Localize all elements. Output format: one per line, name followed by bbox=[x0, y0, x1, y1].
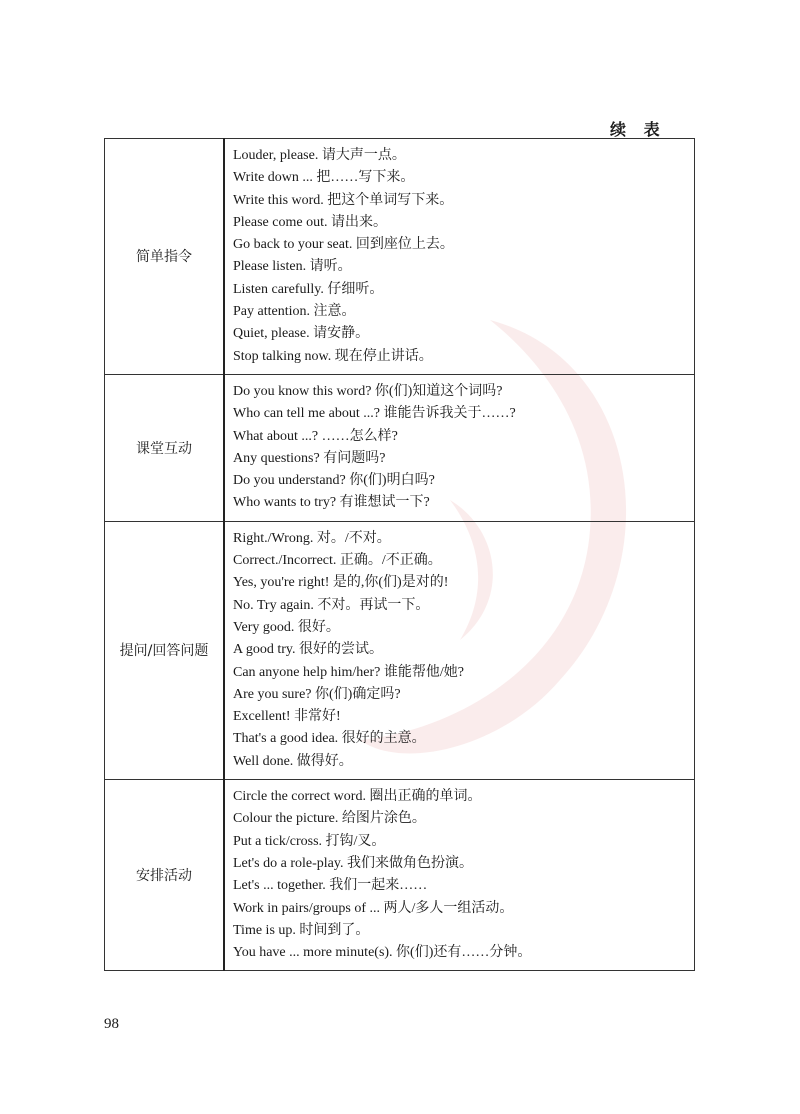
phrase-item: Colour the picture. 给图片涂色。 bbox=[233, 811, 426, 827]
phrase-item: Please come out. 请出来。 bbox=[233, 214, 387, 230]
phrase-item: Excellent! 非常好! bbox=[233, 709, 341, 725]
phrase-item: Very good. 很好。 bbox=[233, 619, 340, 635]
table-row bbox=[105, 139, 695, 375]
phrase-item: Louder, please. 请大声一点。 bbox=[233, 148, 406, 163]
phrase-item: Write down ... 把……写下来。 bbox=[233, 170, 415, 186]
category-cell: 提问/回答问题 bbox=[105, 521, 225, 779]
phrase-item: Circle the correct word. 圈出正确的单词。 bbox=[233, 789, 482, 805]
phrase-item: Please listen. 请听。 bbox=[233, 259, 352, 275]
table-row bbox=[105, 521, 695, 779]
page-number: 98 bbox=[104, 1016, 119, 1032]
phrase-list-cell bbox=[224, 374, 695, 521]
phrase-item: Listen carefully. 仔细听。 bbox=[233, 281, 384, 297]
table-row bbox=[105, 780, 695, 971]
phrase-item: Quiet, please. 请安静。 bbox=[233, 326, 370, 342]
phrase-item: Time is up. 时间到了。 bbox=[233, 922, 370, 938]
phrase-item: Let's ... together. 我们一起来…… bbox=[233, 878, 428, 894]
phrase-item: Any questions? 有问题吗? bbox=[233, 450, 386, 466]
phrase-item: Pay attention. 注意。 bbox=[233, 304, 356, 320]
phrase-list-cell bbox=[224, 780, 695, 971]
phrase-item: Do you understand? 你(们)明白吗? bbox=[233, 473, 435, 489]
phrase-item: Work in pairs/groups of ... 两人/多人一组活动。 bbox=[233, 900, 514, 916]
phrase-item: Who can tell me about ...? 谁能告诉我关于……? bbox=[233, 406, 516, 422]
phrase-item: You have ... more minute(s). 你(们)还有……分钟。 bbox=[233, 945, 532, 961]
phrase-item: Are you sure? 你(们)确定吗? bbox=[233, 686, 401, 702]
phrase-item: Correct./Incorrect. 正确。/不正确。 bbox=[233, 553, 442, 569]
phrase-item: Yes, you're right! 是的,你(们)是对的! bbox=[233, 575, 449, 591]
phrase-item: Let's do a role-play. 我们来做角色扮演。 bbox=[233, 855, 473, 871]
phrase-item: Well done. 做得好。 bbox=[233, 753, 353, 769]
phrase-item: Write this word. 把这个单词写下来。 bbox=[233, 192, 454, 208]
category-cell: 安排活动 bbox=[105, 780, 225, 971]
phrase-item: That's a good idea. 很好的主意。 bbox=[233, 731, 426, 747]
phrase-item: Do you know this word? 你(们)知道这个词吗? bbox=[233, 383, 503, 399]
phrase-list-cell bbox=[224, 521, 695, 779]
phrase-item: No. Try again. 不对。再试一下。 bbox=[233, 597, 430, 613]
phrase-item: Who wants to try? 有谁想试一下? bbox=[233, 495, 430, 511]
phrase-item: Can anyone help him/her? 谁能帮他/她? bbox=[233, 664, 464, 680]
classroom-phrase-table bbox=[104, 138, 695, 971]
phrase-item: What about ...? ……怎么样? bbox=[233, 428, 398, 444]
phrase-item: Put a tick/cross. 打钩/叉。 bbox=[233, 833, 386, 849]
category-cell: 简单指令 bbox=[105, 139, 225, 375]
phrase-list-cell bbox=[224, 139, 695, 375]
phrase-item: Go back to your seat. 回到座位上去。 bbox=[233, 237, 454, 253]
phrase-item: Stop talking now. 现在停止讲话。 bbox=[233, 348, 433, 364]
phrase-item: Right./Wrong. 对。/不对。 bbox=[233, 530, 391, 546]
continued-table-label: 续 表 bbox=[610, 120, 666, 139]
phrase-item: A good try. 很好的尝试。 bbox=[233, 642, 383, 658]
table-row bbox=[105, 374, 695, 521]
category-cell: 课堂互动 bbox=[105, 374, 225, 521]
